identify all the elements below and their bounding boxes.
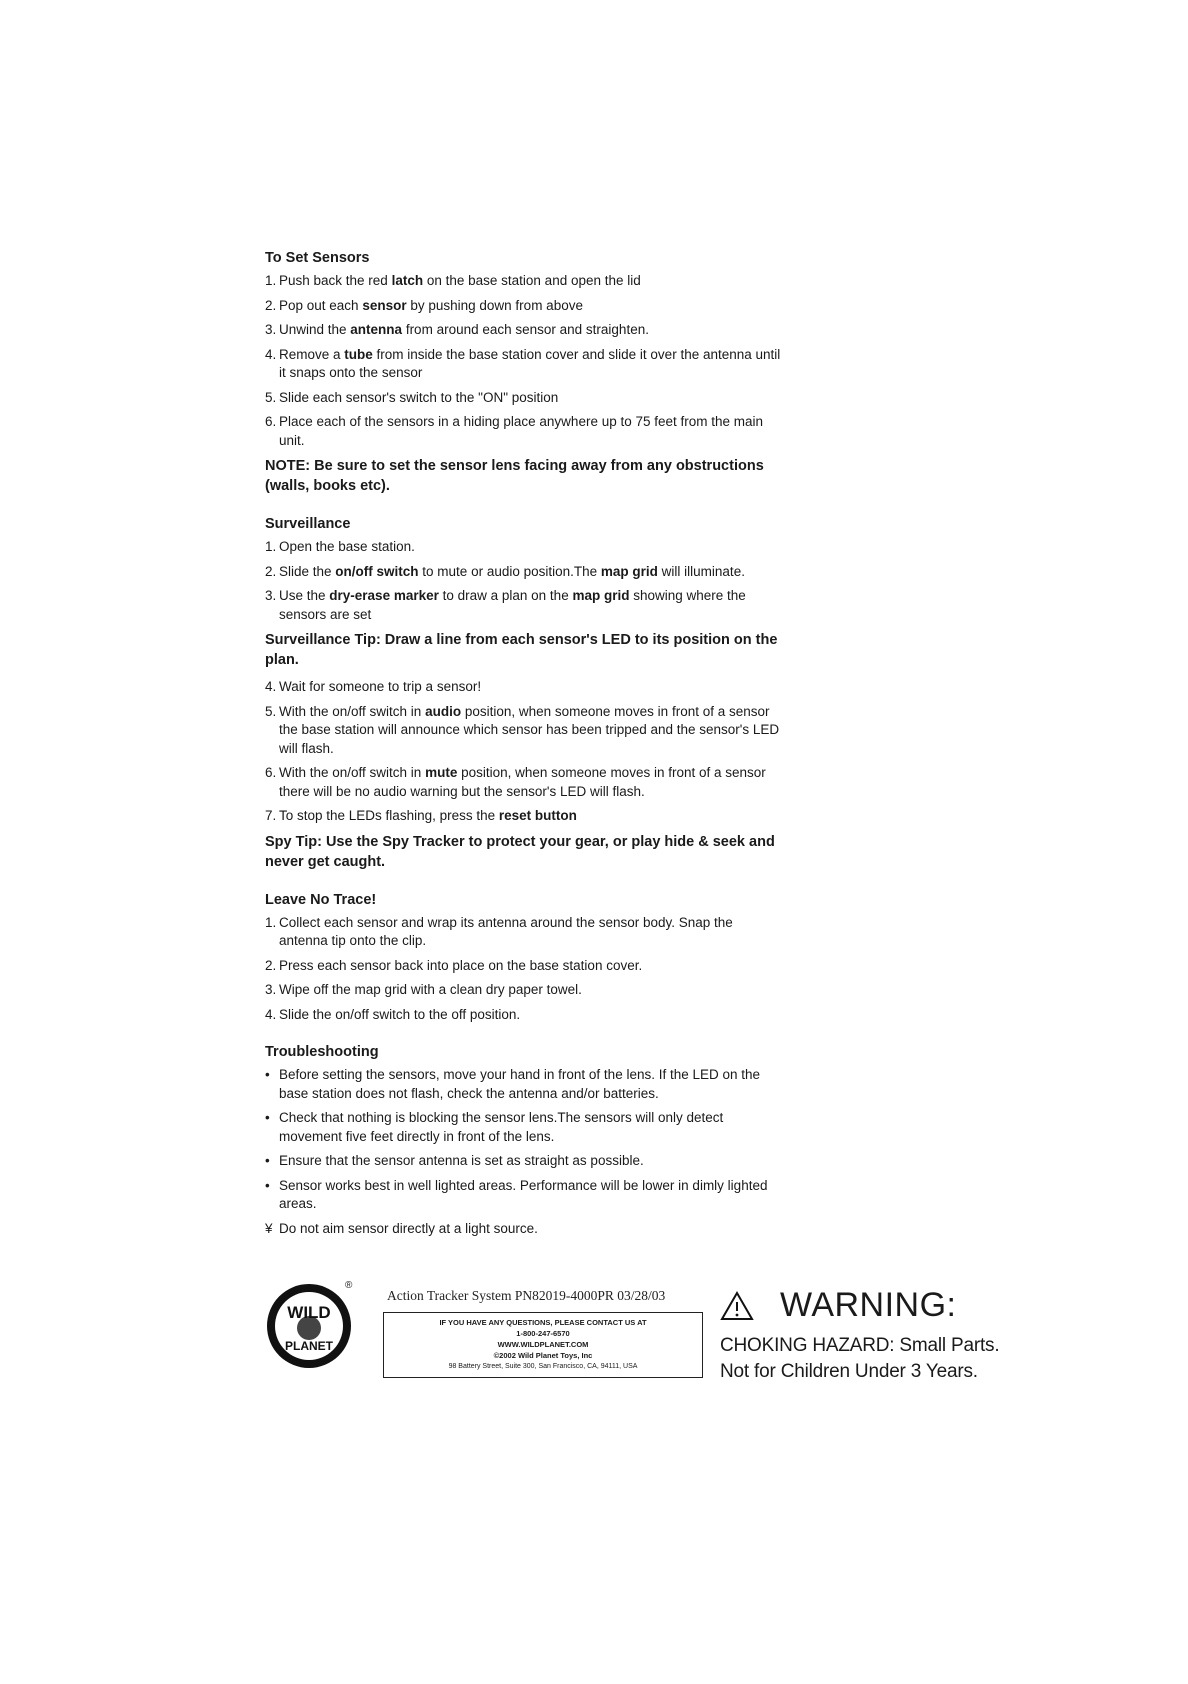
list-item xyxy=(265,1220,785,1239)
list-item-text: Push back the red xyxy=(279,273,392,288)
list-item-keyword: reset button xyxy=(498,808,577,823)
contact-line-1: IF YOU HAVE ANY QUESTIONS, PLEASE CONTACT US AT xyxy=(439,1318,647,1327)
list-item-text: Slide the on/off switch to the off position. xyxy=(279,1006,521,1022)
logo-word-planet: PLANET xyxy=(285,1339,333,1353)
list-item xyxy=(265,1109,785,1146)
list-item-number: 3. xyxy=(265,588,277,603)
list-item xyxy=(265,272,785,291)
warning-line-2: Not for Children Under 3 Years. xyxy=(720,1361,978,1382)
list-item-number: 1. xyxy=(265,273,277,288)
list-item-number: 4. xyxy=(265,679,277,694)
list-item-number: 4. xyxy=(265,346,277,362)
list-item xyxy=(265,957,785,976)
leave-no-trace-list xyxy=(265,914,785,1025)
leave-no-trace-section xyxy=(265,892,785,1025)
list-item xyxy=(265,1006,785,1025)
list-item xyxy=(265,321,785,340)
list-item-text: Wait for someone to trip a sensor! xyxy=(279,679,482,694)
leave-no-trace-heading: Leave No Trace! xyxy=(265,891,377,908)
surveillance-list-a xyxy=(265,538,785,624)
list-item xyxy=(265,297,785,316)
warning-block xyxy=(720,1286,1020,1385)
list-item-number: • xyxy=(265,1110,270,1125)
set-sensors-list xyxy=(265,272,785,450)
list-item-keyword: mute xyxy=(425,765,458,780)
list-item-keyword: sensor xyxy=(362,297,407,313)
list-item-text: from around each sensor and straighten. xyxy=(402,322,649,337)
list-item-text: position, when someone moves in front of a sensor there will be no audio warning but the sensor's LED will flash. xyxy=(279,765,766,799)
list-item-number: 1. xyxy=(265,539,277,554)
warning-triangle-icon xyxy=(720,1291,754,1321)
list-item-keyword: latch xyxy=(391,273,424,288)
list-item xyxy=(265,1152,785,1171)
list-item-text: Do not aim sensor directly at a light source. xyxy=(279,1220,538,1236)
list-item-text: showing where the sensors are set xyxy=(279,588,746,622)
list-item-text: on the base station and open the lid xyxy=(423,273,641,288)
list-item-text: Collect each sensor and wrap its antenna around the sensor body. Snap the antenna tip onto the clip. xyxy=(279,914,733,948)
troubleshooting-heading: Troubleshooting xyxy=(265,1044,379,1060)
surveillance-tip: Surveillance Tip: Draw a line from each sensor's LED to its position on the plan. xyxy=(265,632,778,668)
list-item-text: Slide the xyxy=(279,563,336,579)
list-item-number: • xyxy=(265,1153,270,1168)
list-item-text: Open the base station. xyxy=(279,539,415,554)
list-item-text: Before setting the sensors, move your hand in front of the lens. If the LED on the base station does not flash, check the antenna and/or batteries. xyxy=(279,1067,761,1101)
list-item xyxy=(265,1177,785,1214)
list-item-text: With the on/off switch in xyxy=(279,765,426,780)
surveillance-list-b xyxy=(265,678,785,826)
list-item-number: ¥ xyxy=(265,1220,273,1236)
list-item-text: Place each of the sensors in a hiding place anywhere up to 75 feet from the main unit. xyxy=(279,414,764,448)
list-item-text: Wipe off the map grid with a clean dry paper towel. xyxy=(279,982,582,997)
list-item-keyword: map grid xyxy=(572,588,630,603)
logo-word-wild: WILD xyxy=(287,1303,331,1322)
list-item xyxy=(265,563,785,582)
list-item-text: from inside the base station cover and slide it over the antenna until it snaps onto the sensor xyxy=(279,346,781,380)
warning-title-row xyxy=(720,1286,1020,1325)
list-item-number: 3. xyxy=(265,322,277,337)
list-item xyxy=(265,587,785,624)
list-item xyxy=(265,1066,785,1103)
list-item-number: 1. xyxy=(265,914,277,930)
list-item-text: Slide each sensor's switch to the "ON" position xyxy=(279,389,559,405)
list-item-text: will illuminate. xyxy=(657,563,745,579)
list-item xyxy=(265,538,785,557)
list-item-keyword: tube xyxy=(344,346,373,362)
list-item-keyword: antenna xyxy=(350,322,403,337)
list-item-number: 2. xyxy=(265,957,277,973)
set-sensors-note: NOTE: Be sure to set the sensor lens facing away from any obstructions (walls, books etc). xyxy=(265,458,764,494)
list-item xyxy=(265,389,785,408)
list-item-number: • xyxy=(265,1177,270,1193)
list-item xyxy=(265,807,785,826)
warning-line-1: CHOKING HAZARD: Small Parts. xyxy=(720,1335,1000,1356)
spy-tip: Spy Tip: Use the Spy Tracker to protect your gear, or play hide & seek and never get caught. xyxy=(265,833,775,870)
list-item-text: to draw a plan on the xyxy=(438,588,573,603)
list-item-keyword: audio xyxy=(425,703,462,719)
list-item-number: • xyxy=(265,1067,270,1082)
list-item-text: Check that nothing is blocking the sensor lens.The sensors will only detect movement five feet directly in front of the lens. xyxy=(279,1110,724,1144)
wild-planet-logo xyxy=(265,1282,353,1370)
set-sensors-section xyxy=(265,250,785,496)
list-item-text: Pop out each xyxy=(279,297,363,313)
list-item-text: Unwind the xyxy=(279,322,351,337)
set-sensors-heading: To Set Sensors xyxy=(265,250,370,266)
list-item-text: Use the xyxy=(279,588,330,603)
list-item-text: position, when someone moves in front of a sensor the base station will announce which sensor has been tripped and the sensor's LED will flash. xyxy=(279,703,780,756)
list-item-number: 2. xyxy=(265,563,277,579)
list-item-text: Remove a xyxy=(279,346,345,362)
list-item-text: With the on/off switch in xyxy=(279,703,426,719)
contact-address: 98 Battery Street, Suite 300, San Francisco, CA, 94111, USA xyxy=(448,1363,638,1370)
list-item xyxy=(265,413,785,450)
contact-website: WWW.WILDPLANET.COM xyxy=(497,1340,589,1349)
list-item-number: 5. xyxy=(265,389,277,405)
product-line: Action Tracker System PN82019-4000PR 03/28/03 xyxy=(387,1288,666,1303)
list-item-number: 2. xyxy=(265,297,277,313)
instructions xyxy=(265,250,785,1258)
list-item-text: by pushing down from above xyxy=(406,297,583,313)
list-item-text: to mute or audio position.The xyxy=(418,563,601,579)
troubleshooting-list xyxy=(265,1066,785,1238)
list-item-number: 6. xyxy=(265,765,277,780)
list-item-keyword: on/off switch xyxy=(335,563,419,579)
list-item xyxy=(265,764,785,801)
list-item-number: 6. xyxy=(265,414,277,429)
warning-title: WARNING: xyxy=(780,1286,957,1324)
list-item-keyword: map grid xyxy=(600,563,658,579)
surveillance-heading: Surveillance xyxy=(265,516,351,532)
list-item-text: Ensure that the sensor antenna is set as straight as possible. xyxy=(279,1153,644,1168)
list-item-text: To stop the LEDs flashing, press the xyxy=(279,808,499,823)
list-item-number: 5. xyxy=(265,703,277,719)
list-item xyxy=(265,914,785,951)
surveillance-section xyxy=(265,516,785,872)
contact-box xyxy=(383,1312,703,1378)
list-item xyxy=(265,346,785,383)
list-item-number: 3. xyxy=(265,982,277,997)
footer xyxy=(265,1280,1025,1400)
contact-phone: 1-800-247-6570 xyxy=(516,1329,570,1338)
contact-copyright: ©2002 Wild Planet Toys, Inc xyxy=(493,1351,593,1360)
troubleshooting-section xyxy=(265,1044,785,1238)
list-item xyxy=(265,981,785,1000)
list-item xyxy=(265,678,785,697)
registered-mark: ® xyxy=(345,1280,353,1291)
list-item xyxy=(265,703,785,759)
list-item-number: 4. xyxy=(265,1006,277,1022)
list-item-text: Sensor works best in well lighted areas. Performance will be lower in dimly lighted areas. xyxy=(279,1177,768,1211)
list-item-keyword: dry-erase marker xyxy=(329,588,439,603)
list-item-text: Press each sensor back into place on the base station cover. xyxy=(279,957,643,973)
list-item-number: 7. xyxy=(265,808,277,823)
